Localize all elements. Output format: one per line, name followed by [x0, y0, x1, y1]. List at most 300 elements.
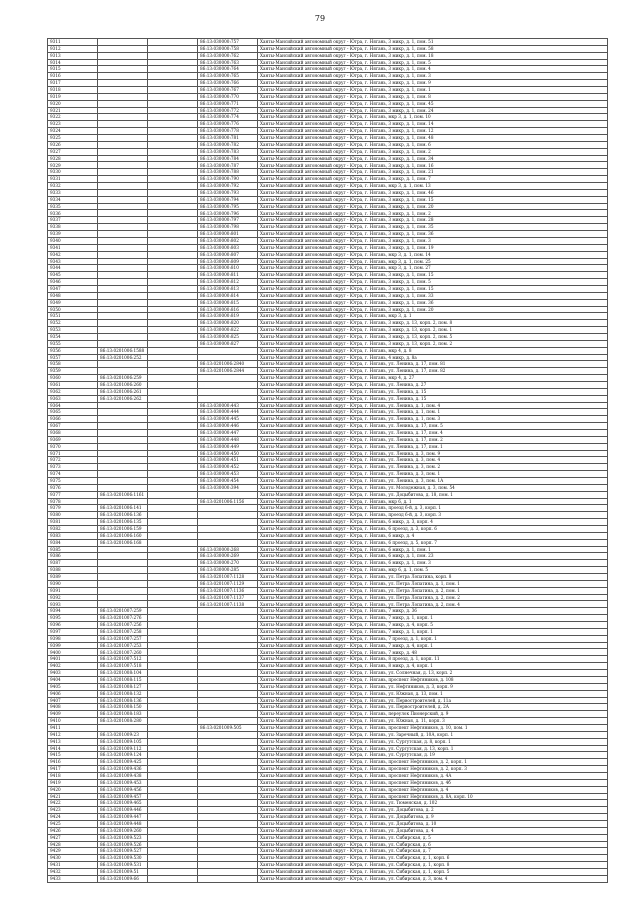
- table-row: [48, 231, 608, 238]
- table-row: [48, 135, 608, 142]
- empty-cell: [148, 608, 198, 615]
- address-cell: Ханты-Мансийский автономный округ - Югра, г. Нягань, 6 микр, д. 1, пом. 1: [258, 546, 608, 553]
- row-number-cell: 9320: [48, 100, 98, 107]
- address-cell: Ханты-Мансийский автономный округ - Югра, г. Нягань, мкр 3, д. 1, пом. 27: [258, 265, 608, 272]
- cadastral-number-cell: [198, 745, 258, 752]
- cadastral-number-cell: [198, 532, 258, 539]
- address-cell: Ханты-Мансийский автономный округ - Югра, г. Нягань, 3 микр, д. 1, пом. 45: [258, 100, 608, 107]
- parcel-number-cell: [98, 464, 148, 471]
- parcel-number-cell: [98, 45, 148, 52]
- address-cell: Ханты-Мансийский автономный округ - Югра, г. Нягань, 7 микр, д. 4, корп. 1: [258, 642, 608, 649]
- cadastral-number-cell: 86:13:0201007:1128: [198, 574, 258, 581]
- empty-cell: [148, 656, 198, 663]
- empty-cell: [148, 484, 198, 491]
- cadastral-number-cell: 86:13:030000:822: [198, 327, 258, 334]
- address-cell: Ханты-Мансийский автономный округ - Югра, г. Нягань, 3 микр, д. 1, пом. 5: [258, 59, 608, 66]
- empty-cell: [148, 601, 198, 608]
- parcel-number-cell: [98, 196, 148, 203]
- table-row: [48, 107, 608, 114]
- parcel-number-cell: [98, 443, 148, 450]
- row-number-cell: 9356: [48, 347, 98, 354]
- cadastral-number-cell: 86:13:030000:764: [198, 66, 258, 73]
- parcel-number-cell: [98, 265, 148, 272]
- address-cell: Ханты-Мансийский автономный округ - Югра, г. Нягань, ул. Сибирская, д. 1, корп. 5: [258, 868, 608, 875]
- row-number-cell: 9390: [48, 580, 98, 587]
- cadastral-number-cell: 86:13:030000:448: [198, 436, 258, 443]
- parcel-number-cell: [98, 333, 148, 340]
- table-row: [48, 704, 608, 711]
- cadastral-number-cell: [198, 807, 258, 814]
- empty-cell: [148, 711, 198, 718]
- address-cell: Ханты-Мансийский автономный округ - Югра, г. Нягань, 3 микр, д. 1, пом. 4: [258, 66, 608, 73]
- row-number-cell: 9365: [48, 409, 98, 416]
- address-cell: Ханты-Мансийский автономный округ - Югра, г. Нягань, ул. Сибирская, д. 1, корп. 6: [258, 855, 608, 862]
- row-number-cell: 9311: [48, 39, 98, 46]
- parcel-number-cell: [98, 162, 148, 169]
- table-row: [48, 676, 608, 683]
- empty-cell: [148, 594, 198, 601]
- cadastral-number-cell: 86:13:030000:810: [198, 265, 258, 272]
- table-row: [48, 457, 608, 464]
- parcel-number-cell: 86:13:0201009:425: [98, 759, 148, 766]
- address-cell: Ханты-Мансийский автономный округ - Югра, г. Нягань, ул. Тюменская, д. 102: [258, 800, 608, 807]
- cadastral-number-cell: 86:13:030000:763: [198, 59, 258, 66]
- address-cell: Ханты-Мансийский автономный округ - Югра, г. Нягань, проспект Нефтяников, д. 2, корп. 3: [258, 766, 608, 773]
- address-cell: Ханты-Мансийский автономный округ - Югра, г. Нягань, ул. Доцыбитова, д. 4: [258, 827, 608, 834]
- row-number-cell: 9374: [48, 471, 98, 478]
- cadastral-number-cell: 86:13:030000:801: [198, 231, 258, 238]
- cadastral-number-cell: 86:13:030000:270: [198, 560, 258, 567]
- parcel-number-cell: [98, 313, 148, 320]
- table-row: [48, 772, 608, 779]
- row-number-cell: 9400: [48, 649, 98, 656]
- table-row: [48, 683, 608, 690]
- row-number-cell: 9373: [48, 464, 98, 471]
- cadastral-number-cell: 86:13:030000:767: [198, 87, 258, 94]
- table-row: [48, 436, 608, 443]
- table-row: [48, 848, 608, 855]
- parcel-number-cell: [98, 176, 148, 183]
- row-number-cell: 9331: [48, 176, 98, 183]
- row-number-cell: 9404: [48, 676, 98, 683]
- address-cell: Ханты-Мансийский автономный округ - Югра, г. Нягань, 3 микр, д. 1, пом. 20: [258, 203, 608, 210]
- parcel-number-cell: [98, 148, 148, 155]
- address-cell: Ханты-Мансийский автономный округ - Югра, г. Нягань, 7 микр, д. 36: [258, 608, 608, 615]
- row-number-cell: 9433: [48, 875, 98, 882]
- table-row: [48, 52, 608, 59]
- empty-cell: [148, 361, 198, 368]
- cadastral-number-cell: [198, 841, 258, 848]
- parcel-number-cell: [98, 107, 148, 114]
- row-number-cell: 9420: [48, 786, 98, 793]
- cadastral-number-cell: [198, 676, 258, 683]
- table-row: [48, 306, 608, 313]
- row-number-cell: 9353: [48, 327, 98, 334]
- empty-cell: [148, 532, 198, 539]
- parcel-number-cell: [98, 587, 148, 594]
- table-row: [48, 464, 608, 471]
- empty-cell: [148, 59, 198, 66]
- empty-cell: [148, 567, 198, 574]
- table-row: [48, 711, 608, 718]
- cadastral-number-cell: [198, 697, 258, 704]
- row-number-cell: 9351: [48, 313, 98, 320]
- parcel-number-cell: 86:13:0201008:183: [98, 711, 148, 718]
- parcel-number-cell: 86:13:0201009:526: [98, 841, 148, 848]
- cadastral-number-cell: [198, 793, 258, 800]
- address-cell: Ханты-Мансийский автономный округ - Югра, г. Нягань, 3 микр, д. 1, пом. 33: [258, 292, 608, 299]
- cadastral-number-cell: 86:13:030000:782: [198, 141, 258, 148]
- cadastral-number-cell: [198, 670, 258, 677]
- cadastral-number-cell: 86:13:030000:269: [198, 553, 258, 560]
- table-row: [48, 388, 608, 395]
- row-number-cell: 9408: [48, 704, 98, 711]
- table-row: [48, 59, 608, 66]
- cadastral-number-cell: [198, 615, 258, 622]
- row-number-cell: 9333: [48, 189, 98, 196]
- parcel-number-cell: [98, 484, 148, 491]
- parcel-number-cell: 86:13:0201006:168: [98, 539, 148, 546]
- address-cell: Ханты-Мансийский автономный округ - Югра, г. Нягань, ул. Ленина, д. 3, пом. 1А: [258, 478, 608, 485]
- table-row: [48, 635, 608, 642]
- empty-cell: [148, 114, 198, 121]
- parcel-number-cell: [98, 39, 148, 46]
- empty-cell: [148, 141, 198, 148]
- empty-cell: [148, 39, 198, 46]
- cadastral-number-cell: [198, 683, 258, 690]
- cadastral-number-cell: [198, 820, 258, 827]
- cadastral-number-cell: 86:13:030000:394: [198, 484, 258, 491]
- row-number-cell: 9332: [48, 183, 98, 190]
- row-number-cell: 9424: [48, 814, 98, 821]
- address-cell: Ханты-Мансийский автономный округ - Югра, г. Нягань, ул. Молодежная, д. 3, пом. 54: [258, 484, 608, 491]
- cadastral-number-cell: [198, 628, 258, 635]
- empty-cell: [148, 73, 198, 80]
- row-number-cell: 9399: [48, 642, 98, 649]
- empty-cell: [148, 574, 198, 581]
- table-row: [48, 217, 608, 224]
- parcel-number-cell: 86:13:0201006:1161: [98, 491, 148, 498]
- row-number-cell: 9402: [48, 663, 98, 670]
- cadastral-number-cell: 86:13:030000:797: [198, 217, 258, 224]
- parcel-number-cell: [98, 272, 148, 279]
- address-cell: Ханты-Мансийский автономный округ - Югра, г. Нягань, ул. Ленина, д. 17, пом. 4: [258, 429, 608, 436]
- address-cell: Ханты-Мансийский автономный округ - Югра, г. Нягань, 6 проезд, д. 5, корп. 7: [258, 539, 608, 546]
- address-cell: Ханты-Мансийский автономный округ - Югра, г. Нягань, ул. Ленина, д. 1, пом. 4: [258, 402, 608, 409]
- cadastral-number-cell: [198, 862, 258, 869]
- address-cell: Ханты-Мансийский автономный округ - Югра, г. Нягань, ул. Ленина, д. 1, пом. 3: [258, 416, 608, 423]
- empty-cell: [148, 478, 198, 485]
- cadastral-number-cell: 86:13:030000:809: [198, 258, 258, 265]
- parcel-number-cell: [98, 724, 148, 731]
- cadastral-number-cell: [198, 855, 258, 862]
- parcel-number-cell: 86:13:0201008:150: [98, 704, 148, 711]
- empty-cell: [148, 258, 198, 265]
- empty-cell: [148, 354, 198, 361]
- row-number-cell: 9328: [48, 155, 98, 162]
- row-number-cell: 9352: [48, 320, 98, 327]
- table-row: [48, 162, 608, 169]
- table-row: [48, 807, 608, 814]
- empty-cell: [148, 388, 198, 395]
- empty-cell: [148, 87, 198, 94]
- address-cell: Ханты-Мансийский автономный округ - Югра, г. Нягань, 3 микр, д. 1, пом. 35: [258, 224, 608, 231]
- row-number-cell: 9371: [48, 450, 98, 457]
- address-cell: Ханты-Мансийский автономный округ - Югра, г. Нягань, ул. Петра Лопатина, д. 1, пом. 1: [258, 580, 608, 587]
- parcel-number-cell: [98, 546, 148, 553]
- parcel-number-cell: [98, 580, 148, 587]
- cadastral-number-cell: [198, 814, 258, 821]
- table-row: [48, 855, 608, 862]
- parcel-number-cell: [98, 340, 148, 347]
- cadastral-number-cell: [198, 395, 258, 402]
- address-cell: Ханты-Мансийский автономный округ - Югра, г. Нягань, 3 микр, д. 1, пом. 7: [258, 176, 608, 183]
- address-cell: Ханты-Мансийский автономный округ - Югра, г. Нягань, мкр 3, д. 1, пом. 14: [258, 251, 608, 258]
- empty-cell: [148, 368, 198, 375]
- table-row: [48, 471, 608, 478]
- cadastral-number-cell: 86:13:030000:285: [198, 567, 258, 574]
- address-cell: Ханты-Мансийский автономный округ - Югра, г. Нягань, 3 микр, д. 1, пом. 20: [258, 306, 608, 313]
- parcel-number-cell: 86:13:0201009:457: [98, 793, 148, 800]
- parcel-number-cell: 86:13:0201008:132: [98, 690, 148, 697]
- cadastral-number-cell: 86:13:030000:792: [198, 183, 258, 190]
- row-number-cell: 9376: [48, 484, 98, 491]
- empty-cell: [148, 800, 198, 807]
- table-row: [48, 731, 608, 738]
- cadastral-number-cell: [198, 731, 258, 738]
- row-number-cell: 9317: [48, 80, 98, 87]
- row-number-cell: 9318: [48, 87, 98, 94]
- cadastral-number-cell: 86:13:030000:825: [198, 333, 258, 340]
- row-number-cell: 9416: [48, 759, 98, 766]
- empty-cell: [148, 251, 198, 258]
- table-row: [48, 622, 608, 629]
- parcel-number-cell: [98, 80, 148, 87]
- table-row: [48, 148, 608, 155]
- table-row: [48, 642, 608, 649]
- parcel-number-cell: 86:13:0201006:252: [98, 354, 148, 361]
- table-row: [48, 327, 608, 334]
- parcel-number-cell: 86:13:0201007:276: [98, 615, 148, 622]
- address-cell: Ханты-Мансийский автономный округ - Югра, г. Нягань, ул. Доцыбитова, д. 18, пом. 1: [258, 491, 608, 498]
- cadastral-number-cell: 86:13:030000:765: [198, 73, 258, 80]
- cadastral-number-cell: [198, 663, 258, 670]
- cadastral-number-cell: [198, 704, 258, 711]
- empty-cell: [148, 670, 198, 677]
- cadastral-number-cell: [198, 656, 258, 663]
- empty-cell: [148, 80, 198, 87]
- table-row: [48, 505, 608, 512]
- parcel-number-cell: 86:13:0201009:23: [98, 731, 148, 738]
- cadastral-number-cell: 86:13:030000:790: [198, 176, 258, 183]
- cadastral-number-cell: 86:13:0201006:2840: [198, 361, 258, 368]
- table-row: [48, 196, 608, 203]
- address-cell: Ханты-Мансийский автономный округ - Югра, г. Нягань, ул. Ленина, д. 3, пом. 1: [258, 471, 608, 478]
- registry-table: [47, 38, 608, 883]
- table-row: [48, 587, 608, 594]
- parcel-number-cell: [98, 478, 148, 485]
- parcel-number-cell: [98, 471, 148, 478]
- empty-cell: [148, 546, 198, 553]
- row-number-cell: 9413: [48, 738, 98, 745]
- table-row: [48, 347, 608, 354]
- row-number-cell: 9368: [48, 429, 98, 436]
- parcel-number-cell: 86:13:0201008:280: [98, 718, 148, 725]
- cadastral-number-cell: [198, 347, 258, 354]
- address-cell: Ханты-Мансийский автономный округ - Югра, г. Нягань, ул. Доцыбитова, д. 10: [258, 820, 608, 827]
- address-cell: Ханты-Мансийский автономный округ - Югра, г. Нягань, ул. Южная, д. 13, пом. 1: [258, 690, 608, 697]
- address-cell: Ханты-Мансийский автономный округ - Югра, г. Нягань, ул. Ленина, д. 3, пом. 4: [258, 457, 608, 464]
- row-number-cell: 9330: [48, 169, 98, 176]
- parcel-number-cell: [98, 553, 148, 560]
- parcel-number-cell: 86:13:0201006:141: [98, 505, 148, 512]
- table-row: [48, 834, 608, 841]
- empty-cell: [148, 793, 198, 800]
- empty-cell: [148, 320, 198, 327]
- address-cell: Ханты-Мансийский автономный округ - Югра, г. Нягань, ул. Сургутская, д. 8, корп. 1: [258, 738, 608, 745]
- parcel-number-cell: [98, 224, 148, 231]
- empty-cell: [148, 731, 198, 738]
- table-row: [48, 793, 608, 800]
- cadastral-number-cell: [198, 711, 258, 718]
- row-number-cell: 9316: [48, 73, 98, 80]
- parcel-number-cell: 86:13:0201007:518: [98, 663, 148, 670]
- parcel-number-cell: [98, 169, 148, 176]
- parcel-number-cell: [98, 121, 148, 128]
- parcel-number-cell: 86:13:0201006:1588: [98, 347, 148, 354]
- parcel-number-cell: [98, 285, 148, 292]
- address-cell: Ханты-Мансийский автономный округ - Югра, г. Нягань, проспект Нефтяников, д. 2, корп. 1: [258, 759, 608, 766]
- cadastral-number-cell: 86:13:030000:771: [198, 100, 258, 107]
- address-cell: Ханты-Мансийский автономный округ - Югра, г. Нягань, проспект Нефтяников, д. 4б: [258, 779, 608, 786]
- empty-cell: [148, 224, 198, 231]
- cadastral-number-cell: [198, 388, 258, 395]
- cadastral-number-cell: [198, 635, 258, 642]
- row-number-cell: 9344: [48, 265, 98, 272]
- address-cell: Ханты-Мансийский автономный округ - Югра, г. Нягань, проезд 6-й, д. 3, корп. 1: [258, 505, 608, 512]
- cadastral-number-cell: 86:13:030000:446: [198, 423, 258, 430]
- row-number-cell: 9323: [48, 121, 98, 128]
- empty-cell: [148, 244, 198, 251]
- parcel-number-cell: 86:13:0201009:531: [98, 862, 148, 869]
- row-number-cell: 9375: [48, 478, 98, 485]
- row-number-cell: 9394: [48, 608, 98, 615]
- table-row: [48, 258, 608, 265]
- empty-cell: [148, 121, 198, 128]
- table-row: [48, 656, 608, 663]
- empty-cell: [148, 148, 198, 155]
- cadastral-number-cell: [198, 649, 258, 656]
- cadastral-number-cell: [198, 738, 258, 745]
- empty-cell: [148, 587, 198, 594]
- row-number-cell: 9398: [48, 635, 98, 642]
- cadastral-number-cell: 86:13:030000:451: [198, 457, 258, 464]
- table-row: [48, 478, 608, 485]
- empty-cell: [148, 333, 198, 340]
- parcel-number-cell: [98, 231, 148, 238]
- row-number-cell: 9315: [48, 66, 98, 73]
- row-number-cell: 9415: [48, 752, 98, 759]
- table-row: [48, 820, 608, 827]
- table-row: [48, 512, 608, 519]
- row-number-cell: 9406: [48, 690, 98, 697]
- table-row: [48, 395, 608, 402]
- table-row: [48, 628, 608, 635]
- parcel-number-cell: [98, 361, 148, 368]
- cadastral-number-cell: [198, 512, 258, 519]
- parcel-number-cell: 86:13:0201009:447: [98, 814, 148, 821]
- parcel-number-cell: 86:13:0201007:259: [98, 608, 148, 615]
- empty-cell: [148, 128, 198, 135]
- address-cell: Ханты-Мансийский автономный округ - Югра, г. Нягань, ул. Ленина, д. 15: [258, 388, 608, 395]
- cadastral-number-cell: [198, 848, 258, 855]
- parcel-number-cell: [98, 429, 148, 436]
- empty-cell: [148, 272, 198, 279]
- empty-cell: [148, 580, 198, 587]
- parcel-number-cell: 86:13:0201007:260: [98, 649, 148, 656]
- row-number-cell: 9338: [48, 224, 98, 231]
- parcel-number-cell: [98, 66, 148, 73]
- table-row: [48, 409, 608, 416]
- parcel-number-cell: 86:13:0201009:260: [98, 827, 148, 834]
- parcel-number-cell: [98, 114, 148, 121]
- address-cell: Ханты-Мансийский автономный округ - Югра, г. Нягань, проспект Нефтяников, д. 8А, корп. 10: [258, 793, 608, 800]
- address-cell: Ханты-Мансийский автономный округ - Югра, г. Нягань, 3 микр, д. 1, пом. 5: [258, 279, 608, 286]
- cadastral-number-cell: 86:13:030000:813: [198, 285, 258, 292]
- cadastral-number-cell: 86:13:030000:787: [198, 162, 258, 169]
- cadastral-number-cell: [198, 375, 258, 382]
- address-cell: Ханты-Мансийский автономный округ - Югра, г. Нягань, 3 микр, д. 1, пом. 1: [258, 87, 608, 94]
- address-cell: Ханты-Мансийский автономный округ - Югра, г. Нягань, 3 микр, д. 1, пом. 16: [258, 162, 608, 169]
- address-cell: Ханты-Мансийский автономный округ - Югра, г. Нягань, 7 микр, д. 1, корп. 1: [258, 615, 608, 622]
- row-number-cell: 9388: [48, 567, 98, 574]
- parcel-number-cell: 86:13:0201009:456: [98, 786, 148, 793]
- parcel-number-cell: 86:13:0201008:104: [98, 670, 148, 677]
- address-cell: Ханты-Мансийский автономный округ - Югра, г. Нягань, ул. Петра Лопатина, д. 2, пом. 1: [258, 587, 608, 594]
- row-number-cell: 9410: [48, 718, 98, 725]
- table-row: [48, 814, 608, 821]
- address-cell: Ханты-Мансийский автономный округ - Югра, г. Нягань, 6 микр, д. 1, пом. 3: [258, 560, 608, 567]
- address-cell: Ханты-Мансийский автономный округ - Югра, г. Нягань, 3 микр, д. 1, пом. 19: [258, 244, 608, 251]
- address-cell: Ханты-Мансийский автономный округ - Югра, г. Нягань, ул. Сибирская, д. 1, корп. 8: [258, 862, 608, 869]
- address-cell: Ханты-Мансийский автономный округ - Югра, г. Нягань, проезд 6-й, д. 3, корп. 3: [258, 512, 608, 519]
- table-row: [48, 285, 608, 292]
- parcel-number-cell: [98, 155, 148, 162]
- address-cell: Ханты-Мансийский автономный округ - Югра, г. Нягань, ул. Ленина, д. 15: [258, 395, 608, 402]
- table-row: [48, 155, 608, 162]
- cadastral-number-cell: [198, 786, 258, 793]
- row-number-cell: 9391: [48, 587, 98, 594]
- row-number-cell: 9423: [48, 807, 98, 814]
- address-cell: Ханты-Мансийский автономный округ - Югра, г. Нягань, 3 микр, д. 1, пом. 3: [258, 73, 608, 80]
- empty-cell: [148, 395, 198, 402]
- address-cell: Ханты-Мансийский автономный округ - Югра, г. Нягань, переулок Пионерский, д. 9: [258, 711, 608, 718]
- empty-cell: [148, 423, 198, 430]
- parcel-number-cell: 86:13:0201009:66: [98, 875, 148, 882]
- row-number-cell: 9358: [48, 361, 98, 368]
- table-row: [48, 786, 608, 793]
- table-row: [48, 368, 608, 375]
- row-number-cell: 9346: [48, 279, 98, 286]
- table-row: [48, 670, 608, 677]
- parcel-number-cell: 86:13:0201009:523: [98, 834, 148, 841]
- table-row: [48, 779, 608, 786]
- cadastral-number-cell: [198, 759, 258, 766]
- address-cell: Ханты-Мансийский автономный округ - Югра, г. Нягань, 3 микр, д. 1, пом. 8: [258, 93, 608, 100]
- table-row: [48, 766, 608, 773]
- row-number-cell: 9312: [48, 45, 98, 52]
- address-cell: Ханты-Мансийский автономный округ - Югра, г. Нягань, ул. Доцыбитова, д. 2: [258, 807, 608, 814]
